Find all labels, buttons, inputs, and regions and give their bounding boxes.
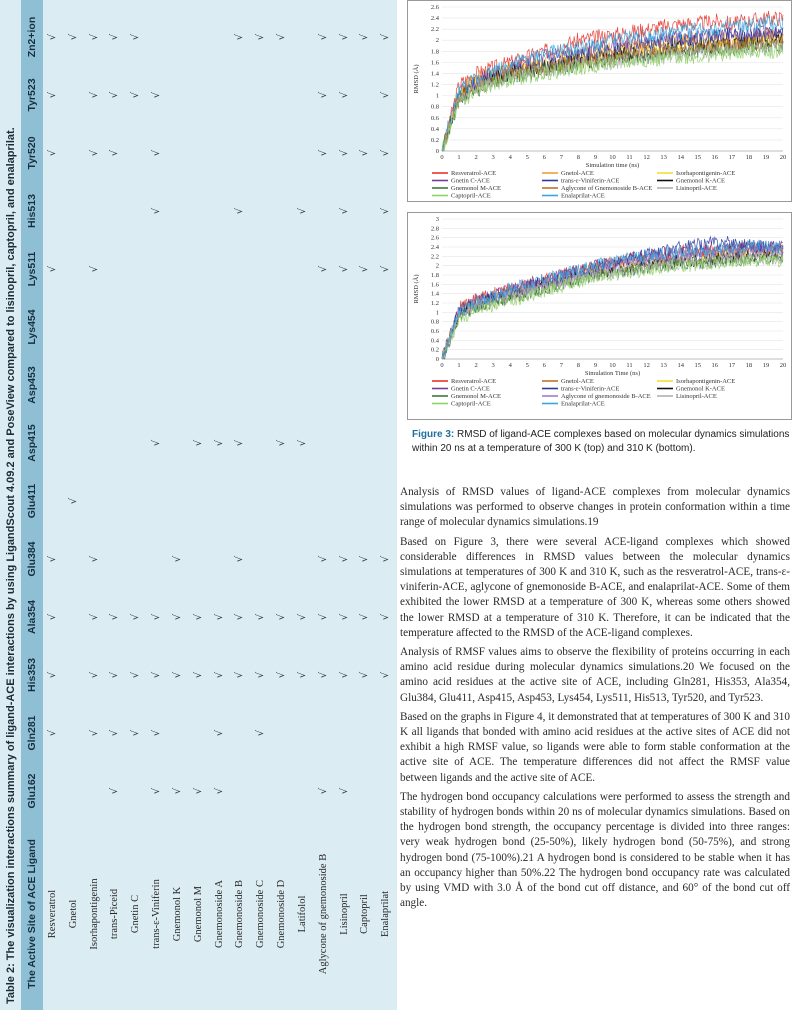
rmsd-chart-310k-svg: [408, 213, 791, 419]
y-tick-label: 1.6: [430, 281, 439, 289]
interaction-check: √: [192, 439, 204, 447]
interaction-check: √: [47, 33, 58, 41]
legend-label: Gnetol-ACE: [561, 170, 594, 177]
y-tick-label: 1.8: [430, 272, 439, 279]
interaction-check: √: [338, 787, 350, 795]
table-header-row: [21, 0, 43, 1010]
interaction-check: √: [151, 787, 163, 795]
interaction-check: √: [130, 613, 142, 621]
table-row: [85, 0, 106, 1010]
paragraph-rmsf-results: Based on the graphs in Figure 4, it demonstrated that at temperatures of 300 K and 310 K all ligands that bonded with amino acid residues at the active sites of ACE did not exhibit a high RMSF value, so ligands were able to form stable conformation at the active site of ACE. The temperature differences did not affect the RMSF value between ligands and the active site of ACE.: [400, 710, 790, 784]
interaction-check: √: [151, 207, 163, 215]
header-residue: Zn2+ion: [26, 16, 38, 58]
legend-label: Isorhapontigenin-ACE: [676, 378, 736, 385]
interaction-check: √: [359, 33, 371, 41]
interaction-check: √: [151, 439, 163, 447]
interaction-check: √: [109, 149, 121, 157]
x-tick-label: 13: [660, 362, 667, 369]
x-tick-label: 15: [694, 362, 701, 369]
interaction-check: √: [296, 207, 308, 215]
y-tick-label: 2.2: [430, 26, 439, 34]
legend-label: Aglycone of Gnemonoside B-ACE: [561, 185, 653, 192]
ligand-name: trans-Piceid: [109, 888, 121, 940]
interaction-check: √: [47, 729, 58, 737]
y-tick-label: 1.2: [430, 300, 439, 307]
interaction-check: √: [109, 613, 121, 621]
paragraph-rmsf-intro: Analysis of RMSF values aims to observe the flexibility of proteins occurring in each amino acid residue during molecular dynamics simulations.20 We focused on the amino acid residues at the active site of ACE, including Gln281, His353, Ala354, Glu384, Glu411, Asp415, Asp453, Lys454, Lys511, His513, Tyr520, and Tyr523.: [400, 646, 790, 704]
table-caption: Table 2: The visualization interactions summary of ligand-ACE interactions by using LigandScout 4.09.2 and PoseView compared to lisinopril, captopril, and enalaprilat.: [5, 127, 17, 1004]
x-tick-label: 7: [559, 154, 563, 161]
x-tick-label: 11: [626, 154, 633, 161]
table-row: [189, 0, 210, 1010]
interaction-check: √: [317, 33, 329, 41]
interaction-check: √: [234, 207, 246, 215]
interaction-check: √: [234, 33, 246, 41]
y-tick-label: 0.2: [430, 136, 439, 144]
x-tick-label: 15: [694, 154, 701, 161]
interaction-check: √: [47, 149, 58, 157]
legend-label: trans-ε-Viniferin-ACE: [561, 385, 620, 393]
ligand-name: Gnemonoside C: [255, 880, 267, 948]
x-axis-label: Simulation Time (ns): [584, 370, 641, 377]
x-tick-label: 0: [440, 362, 444, 369]
x-axis-label: Simulation time (ns): [585, 162, 640, 169]
interaction-check: √: [296, 671, 308, 679]
header-residue: His513: [26, 194, 38, 228]
interaction-check: √: [317, 265, 329, 273]
x-tick-label: 17: [728, 362, 736, 369]
y-tick-label: 0.8: [430, 103, 439, 111]
legend-label: Gnetin C-ACE: [451, 177, 490, 185]
x-tick-label: 14: [677, 362, 684, 369]
interaction-check: √: [88, 149, 100, 157]
x-tick-label: 7: [559, 362, 563, 369]
interaction-check: √: [151, 149, 163, 157]
table-row: [147, 0, 168, 1010]
y-tick-label: 1.2: [430, 81, 439, 89]
interaction-check: √: [88, 613, 100, 621]
x-tick-label: 11: [626, 362, 633, 369]
interaction-check: √: [88, 729, 100, 737]
interaction-check: √: [338, 265, 350, 273]
figure-caption: [412, 428, 790, 456]
legend-label: Gnemonol K-ACE: [676, 177, 725, 185]
ligand-name: Gnemonoside A: [213, 880, 225, 948]
header-residue: Glu384: [26, 541, 38, 577]
ligand-name: Gnemonoside D: [276, 879, 288, 949]
interaction-check: √: [109, 91, 121, 99]
legend-label: Lisinopril-ACE: [676, 393, 717, 400]
table-row: [272, 0, 293, 1010]
interaction-check: √: [130, 729, 142, 737]
legend-label: Gnemonol M-ACE: [451, 393, 502, 400]
x-tick-label: 4: [508, 362, 512, 369]
header-residue: Asp453: [26, 366, 38, 404]
interaction-check: √: [67, 497, 79, 505]
x-tick-label: 4: [508, 154, 512, 161]
legend-label: Aglycone of gnemonoside B-ACE: [561, 393, 651, 400]
interaction-check: √: [213, 729, 225, 737]
table-row: [314, 0, 335, 1010]
interaction-check: √: [276, 613, 288, 621]
legend-label: Gnetin C-ACE: [451, 385, 490, 393]
x-tick-label: 12: [643, 362, 650, 369]
rmsd-chart-300k-svg: [408, 1, 791, 201]
table-row: [251, 0, 272, 1010]
interaction-check: √: [338, 613, 350, 621]
x-tick-label: 13: [660, 154, 667, 161]
interaction-check: √: [47, 555, 58, 563]
paragraph-hbond: The hydrogen bond occupancy calculations were performed to assess the strength and stability of hydrogen bonds within 20 ns of molecular dynamics simulations. Based on the hydrogen bond strength, the occupancy percentage is divided into three ranges: very weak hydrogen bond (25-50%), likely hydrogen bond (50-75%), and strong hydrogen bond (75-100%).21 A hydrogen bond is considered to be stable when it has an occupancy higher than 50%.22 The hydrogen bond occupancy rate was calculated by using VMD with 3.0 Å of the bond cut off distance, and 60° of the bond cut off angle.: [400, 790, 790, 910]
interaction-check: √: [171, 555, 183, 563]
interaction-check: √: [171, 787, 183, 795]
interaction-check: √: [151, 729, 163, 737]
x-tick-label: 14: [677, 154, 684, 161]
x-tick-label: 6: [542, 362, 546, 369]
header-residue: Glu411: [26, 483, 38, 519]
interaction-check: √: [296, 613, 308, 621]
interaction-check: √: [47, 671, 58, 679]
interaction-check: √: [380, 33, 392, 41]
ligand-name: Enalaprilat: [380, 890, 392, 938]
ligand-name: Captopril: [359, 894, 371, 934]
interaction-check: √: [47, 91, 58, 99]
y-axis-label: RMSD (Å): [413, 274, 420, 304]
table-row: [126, 0, 147, 1010]
y-tick-label: 0.2: [430, 346, 439, 354]
ligand-name: Lisinopril: [338, 893, 350, 935]
y-tick-label: 0: [435, 356, 439, 363]
x-tick-label: 3: [491, 154, 495, 161]
interaction-check: √: [338, 671, 350, 679]
x-tick-label: 1: [457, 154, 461, 161]
y-axis-label: RMSD (Å): [413, 64, 420, 94]
x-tick-label: 9: [593, 154, 598, 161]
y-tick-label: 2.6: [430, 234, 439, 242]
interaction-check: √: [109, 729, 121, 737]
x-tick-label: 10: [609, 154, 616, 161]
ligand-name: Gnemonol M: [192, 885, 204, 943]
x-tick-label: 19: [762, 362, 770, 369]
header-ligand: The Active Site of ACE Ligand: [26, 839, 38, 989]
interaction-check: √: [192, 671, 204, 679]
figure-label: Figure 3:: [412, 429, 455, 440]
interaction-check: √: [380, 555, 392, 563]
figure-caption-text: RMSD of ligand-ACE complexes based on molecular dynamics simulations within 20 ns at a temperature of 300 K (top) and 310 K (bottom).: [412, 429, 790, 454]
y-tick-label: 3: [435, 216, 439, 223]
interaction-check: √: [109, 33, 121, 41]
interaction-check: √: [317, 613, 329, 621]
interaction-check: √: [109, 787, 121, 795]
table-row: [355, 0, 376, 1010]
interaction-check: √: [380, 265, 392, 273]
x-tick-label: 1: [457, 362, 461, 369]
ligand-name: Gnetin C: [130, 894, 142, 934]
interaction-check: √: [192, 613, 204, 621]
table-row: [335, 0, 356, 1010]
x-tick-label: 18: [745, 154, 753, 161]
table-row: [105, 0, 126, 1010]
interaction-check: √: [359, 149, 371, 157]
legend-label: Gnemonol K-ACE: [676, 385, 725, 393]
interaction-check: √: [276, 439, 288, 447]
interaction-check: √: [359, 555, 371, 563]
x-tick-label: 5: [525, 362, 529, 369]
interaction-check: √: [130, 33, 142, 41]
y-tick-label: 0.4: [430, 337, 439, 345]
interaction-check: √: [151, 671, 163, 679]
ligand-name: trans-ε-Viniferin: [151, 879, 163, 949]
interaction-check: √: [317, 555, 329, 563]
interaction-check: √: [47, 613, 58, 621]
interaction-check: √: [171, 613, 183, 621]
legend-label: Lisinopril-ACE: [676, 185, 717, 192]
x-tick-label: 20: [779, 154, 787, 161]
y-tick-label: 1.6: [430, 59, 439, 67]
x-tick-label: 10: [609, 362, 616, 369]
interaction-check: √: [255, 671, 267, 679]
interaction-check: √: [338, 207, 350, 215]
ligand-name: Latifolol: [296, 895, 308, 933]
x-tick-label: 18: [745, 362, 753, 369]
y-tick-label: 0.6: [430, 114, 439, 122]
interaction-check: √: [380, 207, 392, 215]
interaction-check: √: [192, 787, 204, 795]
x-tick-label: 12: [643, 154, 650, 161]
interaction-check: √: [67, 33, 79, 41]
interaction-check: √: [380, 671, 392, 679]
header-residue: His353: [26, 658, 38, 692]
y-tick-label: 0: [435, 148, 439, 155]
interaction-check: √: [359, 613, 371, 621]
x-tick-label: 0: [440, 154, 444, 161]
interaction-check: √: [317, 149, 329, 157]
ligand-name: Resveratrol: [47, 889, 58, 939]
header-residue: Gln281: [26, 715, 38, 751]
header-residue: Tyr520: [26, 136, 38, 170]
article-body: [400, 485, 790, 915]
interaction-check: √: [88, 91, 100, 99]
rmsd-chart-310k: [407, 212, 792, 420]
y-tick-label: 0.8: [430, 318, 439, 326]
legend-label: Enalaprilat-ACE: [561, 192, 605, 200]
x-tick-label: 16: [711, 362, 719, 369]
rmsd-chart-300k: [407, 0, 792, 202]
legend-label: trans-ε-Viniferin-ACE: [561, 177, 620, 185]
y-tick-label: 2.4: [430, 244, 439, 251]
interaction-check: √: [213, 671, 225, 679]
table-row: [230, 0, 251, 1010]
legend-label: Isorhapontigenin-ACE: [676, 170, 736, 177]
ligand-name: Gnemonoside B: [234, 880, 246, 948]
header-residue: Ala354: [26, 600, 38, 634]
y-tick-label: 1.4: [430, 70, 439, 78]
interaction-check: √: [276, 33, 288, 41]
table-body: [43, 0, 397, 1010]
paragraph-rmsd-intro: Analysis of RMSD values of ligand-ACE complexes from molecular dynamics simulations was performed to observe changes in protein conformation within a time range of molecular dynamics simulations.19: [400, 486, 790, 529]
x-tick-label: 5: [525, 154, 529, 161]
interaction-check: √: [359, 265, 371, 273]
y-tick-label: 1.8: [430, 48, 439, 56]
interaction-check: √: [338, 33, 350, 41]
interaction-check: √: [234, 671, 246, 679]
y-tick-label: 2: [435, 37, 439, 45]
y-tick-label: 2.8: [430, 225, 439, 233]
interaction-check: √: [255, 33, 267, 41]
legend-label: Gnetol-ACE: [561, 378, 594, 385]
ligand-name: Gnetol: [67, 899, 79, 929]
interaction-check: √: [338, 555, 350, 563]
x-tick-label: 17: [728, 154, 736, 161]
x-tick-label: 8: [576, 362, 581, 369]
interaction-check: √: [317, 671, 329, 679]
paragraph-rmsd-results: Based on Figure 3, there were several ACE-ligand complexes which showed considerable differences in RMSD values between the molecular dynamics simulations at temperatures of 300 K and 310 K, such as the resveratrol-ACE, trans-ε-viniferin-ACE, aglycone of gnemonoside B-ACE, and enalaprilat-ACE. Some of them exhibited the lower RMSD at a temperature of 300 K, whereas some others showed the lower RMSD at a temperature of 310 K. Therefore, it can be indicated that the temperature affected to the RMSD of the ACE-ligand complexes.: [400, 535, 790, 639]
legend-label: Captopril-ACE: [451, 192, 491, 200]
interaction-check: √: [296, 439, 308, 447]
x-tick-label: 9: [593, 362, 598, 369]
table-row: [43, 0, 64, 1010]
interaction-check: √: [88, 33, 100, 41]
interaction-check: √: [213, 787, 225, 795]
interaction-check: √: [130, 671, 142, 679]
interaction-check: √: [255, 613, 267, 621]
x-tick-label: 3: [491, 362, 495, 369]
interaction-check: √: [234, 613, 246, 621]
series-line: [442, 42, 783, 151]
interaction-check: √: [234, 439, 246, 447]
ligand-name: Aglycone of gnemonoside B: [317, 853, 329, 975]
legend-label: Gnemonol M-ACE: [451, 185, 502, 192]
ligand-name: Isorhapontigenin: [88, 878, 100, 950]
y-tick-label: 1: [435, 92, 439, 100]
header-residue: Tyr523: [26, 78, 38, 112]
header-residue: Lys454: [26, 309, 38, 345]
series-line: [442, 27, 783, 151]
interaction-check: √: [338, 91, 350, 99]
header-residue: Glu162: [26, 773, 38, 809]
interaction-check: √: [234, 555, 246, 563]
x-tick-label: 19: [762, 154, 770, 161]
y-tick-label: 1.4: [430, 290, 439, 298]
interaction-check: √: [380, 91, 392, 99]
interaction-check: √: [255, 729, 267, 737]
x-tick-label: 16: [711, 154, 719, 161]
interaction-check: √: [338, 149, 350, 157]
legend-label: Enalaprilat-ACE: [561, 400, 605, 408]
legend-label: Resveratrol-ACE: [451, 170, 497, 177]
table-row: [210, 0, 231, 1010]
x-tick-label: 2: [474, 154, 478, 161]
table-row: [64, 0, 85, 1010]
interaction-check: √: [109, 671, 121, 679]
header-residue: Asp415: [26, 424, 38, 462]
interaction-check: √: [276, 671, 288, 679]
x-tick-label: 6: [542, 154, 546, 161]
table-row: [376, 0, 397, 1010]
y-tick-label: 0.4: [430, 125, 439, 133]
y-tick-label: 2.2: [430, 253, 439, 261]
interaction-check: √: [151, 91, 163, 99]
y-tick-label: 0.6: [430, 328, 439, 335]
interaction-check: √: [317, 91, 329, 99]
interaction-check: √: [380, 613, 392, 621]
interaction-check: √: [213, 439, 225, 447]
legend-label: Captopril-ACE: [451, 400, 491, 408]
interaction-check: √: [171, 671, 183, 679]
table-row: [293, 0, 314, 1010]
interaction-check: √: [88, 265, 100, 273]
interaction-check: √: [317, 787, 329, 795]
interaction-check: √: [380, 149, 392, 157]
y-tick-label: 2.6: [430, 4, 439, 11]
y-tick-label: 2: [435, 262, 439, 270]
interaction-check: √: [213, 613, 225, 621]
x-tick-label: 8: [576, 154, 581, 161]
interaction-check: √: [130, 91, 142, 99]
interaction-check: √: [88, 671, 100, 679]
interaction-check: √: [359, 671, 371, 679]
y-tick-label: 2.4: [430, 15, 439, 23]
interaction-check: √: [151, 613, 163, 621]
legend-label: Resveratrol-ACE: [451, 378, 497, 385]
y-tick-label: 1: [435, 309, 439, 317]
x-tick-label: 2: [474, 362, 478, 369]
header-residue: Lys511: [26, 251, 38, 287]
table-row: [168, 0, 189, 1010]
interaction-check: √: [47, 265, 58, 273]
ligand-name: Gnemonol K: [171, 886, 183, 942]
interaction-check: √: [88, 555, 100, 563]
x-tick-label: 20: [779, 362, 787, 369]
